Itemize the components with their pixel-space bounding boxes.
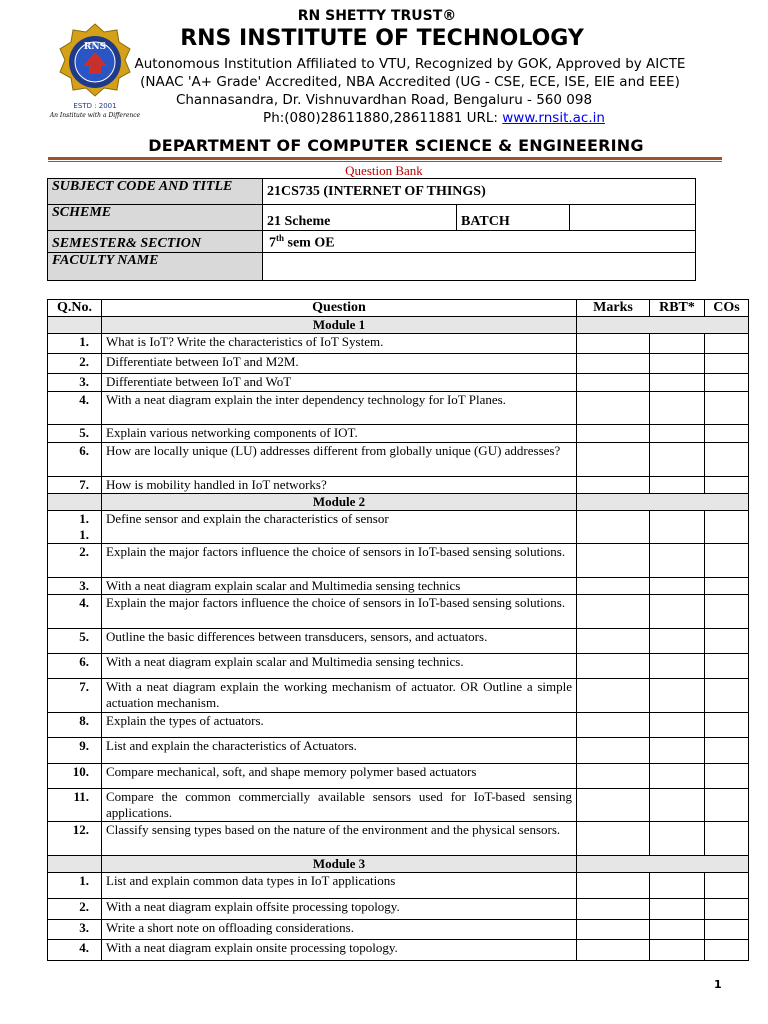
question-number: 2. [48, 544, 102, 578]
question-text: What is IoT? Write the characteristics of IoT System. [102, 334, 577, 354]
table-row [48, 822, 749, 856]
table-row [48, 477, 749, 494]
table-row [48, 544, 749, 578]
cos-cell [705, 595, 749, 629]
table-row [48, 738, 749, 764]
marks-cell [577, 738, 650, 764]
table-row [48, 713, 749, 738]
module-header-spacer [48, 856, 102, 873]
question-text: With a neat diagram explain the inter dependency technology for IoT Planes. [102, 392, 577, 425]
rbt-cell [650, 738, 705, 764]
rbt-cell [650, 629, 705, 654]
col-rbt: RBT* [650, 300, 705, 317]
table-row [48, 354, 749, 374]
question-number: 4. [48, 595, 102, 629]
module-title: Module 3 [102, 856, 577, 873]
marks-cell [577, 511, 650, 544]
scheme-value: 21 Scheme [263, 205, 457, 231]
subject-value: 21CS735 (INTERNET OF THINGS) [263, 179, 696, 205]
rbt-cell [650, 764, 705, 789]
question-text: Compare the common commercially available sensors used for IoT-based sensing applications. [102, 789, 577, 822]
phone-text: Ph:(080)28611880,28611881 URL: [263, 110, 503, 126]
table-row [48, 764, 749, 789]
col-marks: Marks [577, 300, 650, 317]
module-header [48, 494, 749, 511]
rbt-cell [650, 511, 705, 544]
contact-line [50, 110, 768, 126]
question-table [47, 299, 749, 961]
rbt-cell [650, 425, 705, 443]
cos-cell [705, 511, 749, 544]
institute-name: RNS INSTITUTE OF TECHNOLOGY [180, 26, 584, 51]
table-row [48, 629, 749, 654]
website-link[interactable]: www.rnsit.ac.in [502, 110, 605, 126]
module-header-spacer [48, 317, 102, 334]
question-number: 8. [48, 713, 102, 738]
cos-cell [705, 629, 749, 654]
rbt-cell [650, 822, 705, 856]
marks-cell [577, 443, 650, 477]
cos-cell [705, 374, 749, 392]
question-number: 3. [48, 374, 102, 392]
svg-text:An Institute with a Difference: An Institute with a Difference [49, 112, 141, 119]
cos-cell [705, 920, 749, 940]
cos-cell [705, 477, 749, 494]
subject-label: SUBJECT CODE AND TITLE [48, 179, 263, 205]
question-number: 4. [48, 392, 102, 425]
module-header-blank [577, 856, 749, 873]
question-number: 6. [48, 654, 102, 679]
table-row [48, 654, 749, 679]
marks-cell [577, 544, 650, 578]
semester-label: SEMESTER& SECTION [48, 231, 263, 253]
cos-cell [705, 764, 749, 789]
cos-cell [705, 334, 749, 354]
question-number: 1. [48, 873, 102, 899]
question-number: 7. [48, 679, 102, 713]
marks-cell [577, 477, 650, 494]
marks-cell [577, 425, 650, 443]
scheme-label: SCHEME [48, 205, 263, 231]
question-number: 5. [48, 629, 102, 654]
module-title: Module 2 [102, 494, 577, 511]
cos-cell [705, 789, 749, 822]
cos-cell [705, 822, 749, 856]
question-text: How are locally unique (LU) addresses different from globally unique (GU) addresses? [102, 443, 577, 477]
address-line: Channasandra, Dr. Vishnuvardhan Road, Bengaluru - 560 098 [175, 92, 593, 108]
marks-cell [577, 392, 650, 425]
col-qno: Q.No. [48, 300, 102, 317]
marks-cell [577, 679, 650, 713]
question-text: Compare mechanical, soft, and shape memory polymer based actuators [102, 764, 577, 789]
marks-cell [577, 920, 650, 940]
cos-cell [705, 544, 749, 578]
table-row [48, 789, 749, 822]
rbt-cell [650, 920, 705, 940]
cos-cell [705, 738, 749, 764]
marks-cell [577, 764, 650, 789]
question-text: Differentiate between IoT and WoT [102, 374, 577, 392]
cos-cell [705, 654, 749, 679]
cos-cell [705, 425, 749, 443]
col-question: Question [102, 300, 577, 317]
question-number: 3. [48, 920, 102, 940]
rbt-cell [650, 354, 705, 374]
cos-cell [705, 679, 749, 713]
module-header [48, 856, 749, 873]
table-row [48, 392, 749, 425]
rbt-cell [650, 940, 705, 961]
question-text: Outline the basic differences between transducers, sensors, and actuators. [102, 629, 577, 654]
accreditation-line: (NAAC 'A+ Grade' Accredited, NBA Accredited (UG - CSE, ECE, ISE, EIE and EEE) [140, 74, 680, 90]
rbt-cell [650, 578, 705, 595]
question-number: 1. [48, 334, 102, 354]
table-row [48, 578, 749, 595]
semester-value [263, 231, 696, 253]
question-number: 6. [48, 443, 102, 477]
rbt-cell [650, 374, 705, 392]
question-text: List and explain the characteristics of Actuators. [102, 738, 577, 764]
batch-label: BATCH [457, 205, 570, 231]
question-text: With a neat diagram explain scalar and Multimedia sensing technics [102, 578, 577, 595]
table-row [48, 334, 749, 354]
table-row [48, 940, 749, 961]
table-row [48, 374, 749, 392]
question-text: With a neat diagram explain offsite processing topology. [102, 899, 577, 920]
question-number: 3. [48, 578, 102, 595]
svg-text:RNS: RNS [83, 42, 107, 52]
module-title: Module 1 [102, 317, 577, 334]
question-number: 2. [48, 899, 102, 920]
question-text: With a neat diagram explain scalar and Multimedia sensing technics. [102, 654, 577, 679]
question-number: 9. [48, 738, 102, 764]
table-row [48, 920, 749, 940]
rbt-cell [650, 595, 705, 629]
faculty-value [263, 253, 696, 281]
question-text: List and explain common data types in IoT applications [102, 873, 577, 899]
doc-type: Question Bank [345, 163, 423, 178]
semester-suffix: th [276, 233, 285, 244]
header-rule [48, 157, 722, 160]
svg-text:ESTD : 2001: ESTD : 2001 [73, 102, 117, 110]
cos-cell [705, 713, 749, 738]
cos-cell [705, 354, 749, 374]
marks-cell [577, 354, 650, 374]
department-title: DEPARTMENT OF COMPUTER SCIENCE & ENGINEERING [148, 136, 644, 155]
module-header-spacer [48, 494, 102, 511]
trust-name: RN SHETTY TRUST® [297, 8, 457, 24]
table-row [48, 899, 749, 920]
question-number: 4. [48, 940, 102, 961]
faculty-label: FACULTY NAME [48, 253, 263, 281]
semester-text: sem OE [284, 236, 335, 251]
cos-cell [705, 392, 749, 425]
question-number: 12. [48, 822, 102, 856]
rbt-cell [650, 443, 705, 477]
marks-cell [577, 654, 650, 679]
cos-cell [705, 443, 749, 477]
rbt-cell [650, 477, 705, 494]
marks-cell [577, 873, 650, 899]
marks-cell [577, 374, 650, 392]
col-cos: COs [705, 300, 749, 317]
question-number: 2. [48, 354, 102, 374]
question-text: Write a short note on offloading considerations. [102, 920, 577, 940]
marks-cell [577, 595, 650, 629]
semester-number: 7 [269, 236, 276, 251]
question-number: 10. [48, 764, 102, 789]
marks-cell [577, 578, 650, 595]
question-text: With a neat diagram explain the working mechanism of actuator. OR Outline a simple actuation mechanism. [102, 679, 577, 713]
question-number: 5. [48, 425, 102, 443]
question-text: Define sensor and explain the characteristics of sensor [102, 511, 577, 544]
question-text: Differentiate between IoT and M2M. [102, 354, 577, 374]
marks-cell [577, 899, 650, 920]
table-row [48, 595, 749, 629]
question-number: 1. 1. [48, 511, 102, 544]
batch-value [570, 205, 696, 231]
table-row [48, 679, 749, 713]
marks-cell [577, 713, 650, 738]
question-text: Explain various networking components of IOT. [102, 425, 577, 443]
module-header-blank [577, 494, 749, 511]
question-text: Explain the major factors influence the choice of sensors in IoT-based sensing solutions. [102, 544, 577, 578]
table-row [48, 511, 749, 544]
cos-cell [705, 899, 749, 920]
question-text: Classify sensing types based on the nature of the environment and the physical sensors. [102, 822, 577, 856]
marks-cell [577, 629, 650, 654]
rbt-cell [650, 392, 705, 425]
rbt-cell [650, 334, 705, 354]
rbt-cell [650, 544, 705, 578]
cos-cell [705, 578, 749, 595]
table-row [48, 873, 749, 899]
rbt-cell [650, 899, 705, 920]
marks-cell [577, 940, 650, 961]
cos-cell [705, 940, 749, 961]
question-rows [48, 317, 749, 961]
question-text: Explain the types of actuators. [102, 713, 577, 738]
marks-cell [577, 822, 650, 856]
question-text: With a neat diagram explain onsite processing topology. [102, 940, 577, 961]
rbt-cell [650, 789, 705, 822]
page-number: 1 [714, 978, 722, 991]
rbt-cell [650, 713, 705, 738]
rbt-cell [650, 873, 705, 899]
marks-cell [577, 334, 650, 354]
rbt-cell [650, 654, 705, 679]
header-rule-thin [48, 161, 722, 162]
question-text: How is mobility handled in IoT networks? [102, 477, 577, 494]
question-number: 7. [48, 477, 102, 494]
affiliation-line: Autonomous Institution Affiliated to VTU, Recognized by GOK, Approved by AICTE [134, 56, 686, 72]
marks-cell [577, 789, 650, 822]
table-row [48, 425, 749, 443]
rbt-cell [650, 679, 705, 713]
table-row [48, 443, 749, 477]
subject-info-table [47, 178, 696, 281]
module-header-blank [577, 317, 749, 334]
question-number: 11. [48, 789, 102, 822]
module-header [48, 317, 749, 334]
question-text: Explain the major factors influence the choice of sensors in IoT-based sensing solutions. [102, 595, 577, 629]
cos-cell [705, 873, 749, 899]
